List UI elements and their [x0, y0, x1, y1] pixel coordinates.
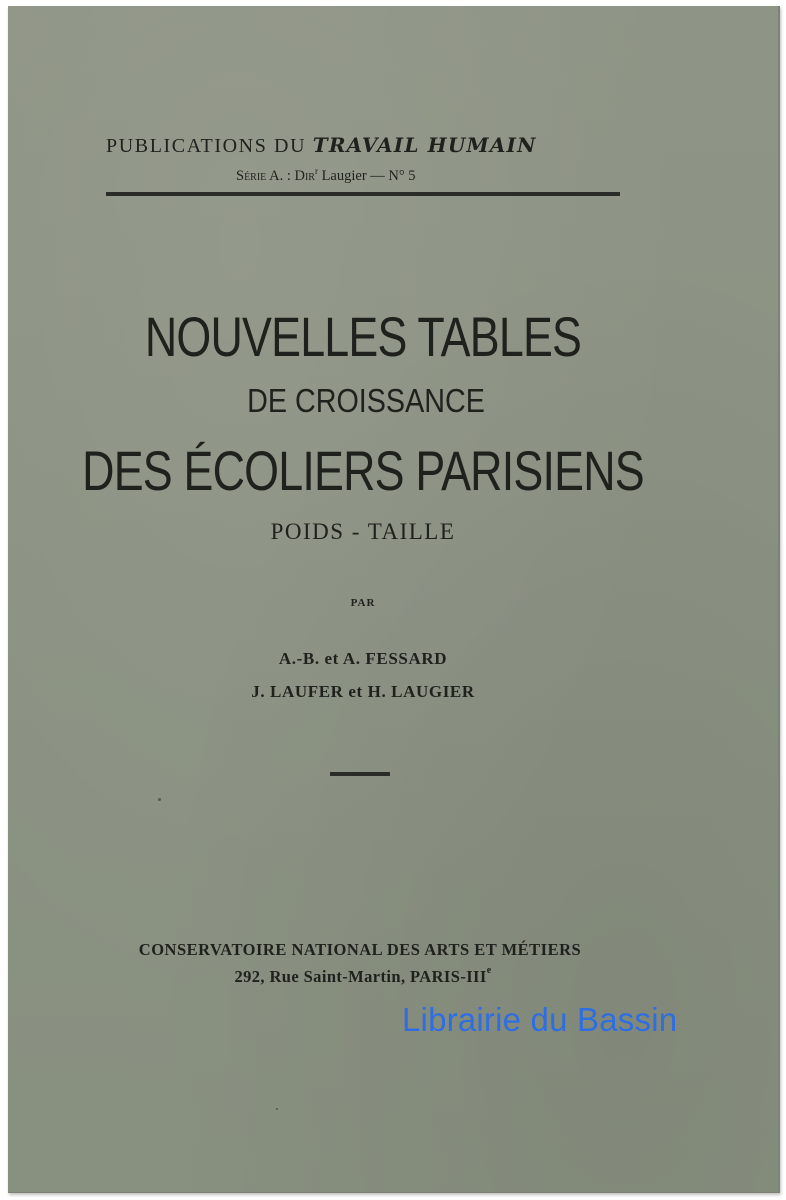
- series-publications-label: PUBLICATIONS DU: [106, 135, 307, 157]
- top-rule-divider: [106, 192, 620, 196]
- series-journal-name: TRAVAIL HUMAIN: [312, 133, 537, 157]
- watermark-text: Librairie du Bassin: [402, 1001, 678, 1038]
- series-rest: Laugier — N° 5: [317, 167, 416, 184]
- byline: PAR: [350, 597, 376, 609]
- title-line-2: DE CROISSANCE: [247, 382, 485, 419]
- author-line-1: A.-B. et A. FESSARD: [278, 649, 448, 668]
- paper-speck: [158, 798, 161, 801]
- paper-speck: [276, 1108, 278, 1110]
- author-line-2: J. LAUFER et H. LAUGIER: [251, 682, 475, 701]
- publisher-address-sup: e: [486, 965, 492, 976]
- series-prefix: Série A. : Dir: [236, 167, 315, 184]
- title-line-4: POIDS - TAILLE: [270, 519, 456, 544]
- publisher-address-text: 292, Rue Saint-Martin, PARIS-III: [234, 967, 487, 986]
- series-director-abbrev: r: [314, 166, 318, 176]
- publisher-address: [8, 967, 718, 987]
- series-title: [106, 133, 537, 158]
- publisher-name: CONSERVATOIRE NATIONAL DES ARTS ET MÉTIERS: [138, 940, 582, 959]
- title-line-3: DES ÉCOLIERS PARISIENS: [82, 439, 644, 502]
- series-number-line: [236, 166, 416, 185]
- title-line-1: NOUVELLES TABLES: [144, 305, 582, 368]
- middle-rule-divider: [330, 772, 390, 776]
